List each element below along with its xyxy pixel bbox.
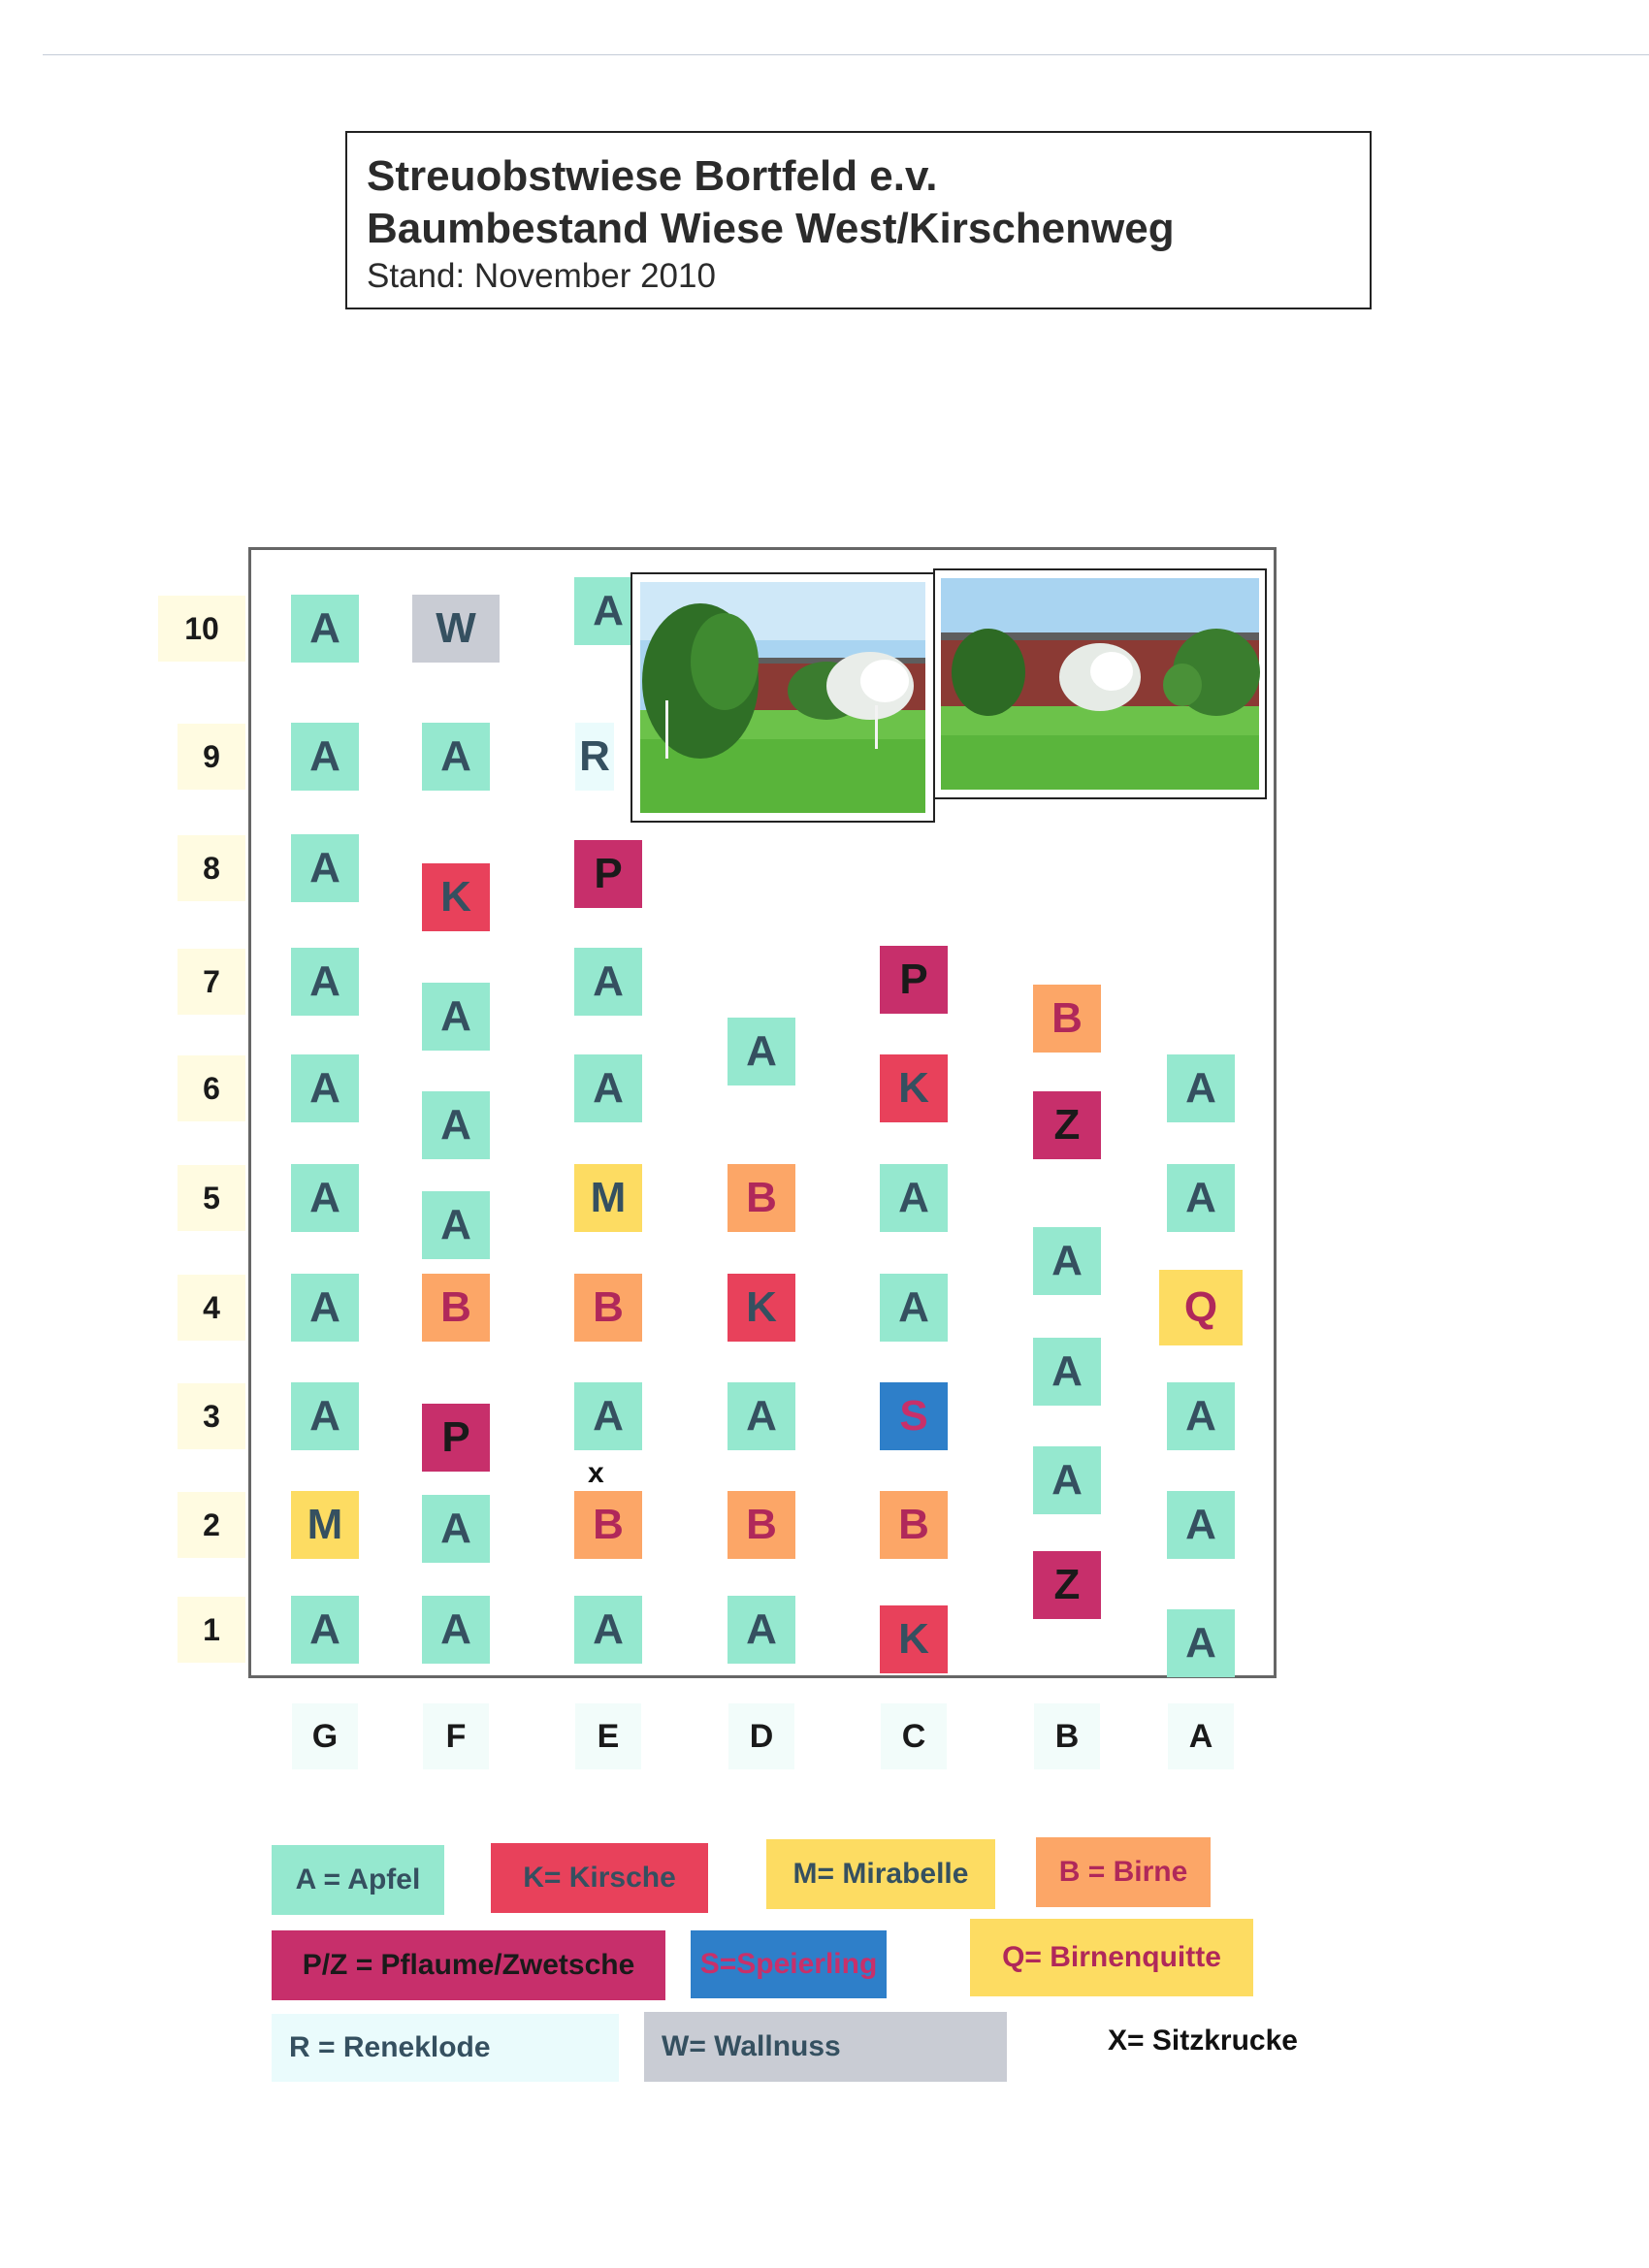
tree-tile-D5: B [728,1164,795,1232]
legend-item-k: K= Kirsche [491,1843,708,1913]
tree-tile-B6: Z [1033,1091,1101,1159]
row-label-10: 10 [158,596,245,662]
tree-tile-F7: A [422,983,490,1051]
column-label-C: C [881,1703,947,1769]
tree-tile-F8: K [422,863,490,931]
tree-tile-E10: A [574,577,642,645]
tree-tile-G5: A [291,1164,359,1232]
tree-tile-C2: B [880,1491,948,1559]
legend-item-r: R = Reneklode [272,2014,619,2082]
column-label-B: B [1034,1703,1100,1769]
tree-tile-E4: B [574,1274,642,1342]
row-label-2: 2 [178,1492,245,1558]
tree-tile-E7: A [574,948,642,1016]
tree-tile-E5: M [574,1164,642,1232]
tree-tile-G3: A [291,1382,359,1450]
association-title: Streuobstwiese Bortfeld e.v. [367,152,938,200]
tree-tile-G4: A [291,1274,359,1342]
tree-tile-G10: A [291,595,359,663]
tree-tile-D4: K [728,1274,795,1342]
tree-tile-A2: A [1167,1491,1235,1559]
tree-tile-G6: A [291,1054,359,1122]
tree-tile-G9: A [291,723,359,791]
inventory-title: Baumbestand Wiese West/Kirschenweg [367,205,1175,252]
tree-tile-D2: B [728,1491,795,1559]
tree-tile-C1: K [880,1605,948,1673]
legend-item-w: W= Wallnuss [644,2012,1007,2082]
photo-meadow-right [933,568,1267,799]
tree-tile-A6: A [1167,1054,1235,1122]
tree-tile-C5: A [880,1164,948,1232]
row-label-6: 6 [178,1055,245,1121]
tree-tile-A1: A [1167,1609,1235,1677]
tree-tile-F3: P [422,1404,490,1472]
tree-tile-B3: A [1033,1338,1101,1406]
tree-tile-E9: R [575,723,614,791]
tree-tile-F6: A [422,1091,490,1159]
legend-item-x: X= Sitzkrucke [1086,2014,1319,2068]
tree-tile-F10: W [412,595,500,663]
tree-tile-E1: A [574,1596,642,1664]
title-box [345,131,1372,309]
row-label-8: 8 [178,835,245,901]
tree-tile-A4: Q [1159,1270,1243,1345]
tree-tile-D3: A [728,1382,795,1450]
row-label-9: 9 [178,724,245,790]
tree-tile-B4: A [1033,1227,1101,1295]
tree-tile-C3: S [880,1382,948,1450]
tree-tile-E3: A [574,1382,642,1450]
legend-item-m: M= Mirabelle [766,1839,995,1909]
tree-tile-B2: A [1033,1446,1101,1514]
tree-tile-D6: A [728,1018,795,1085]
column-label-G: G [292,1703,358,1769]
column-label-D: D [728,1703,794,1769]
tree-tile-B7: B [1033,985,1101,1053]
row-label-7: 7 [178,949,245,1015]
tree-tile-C7: P [880,946,948,1014]
row-label-5: 5 [178,1165,245,1231]
photo-meadow-left [630,572,935,823]
tree-tile-F2: A [422,1495,490,1563]
row-label-1: 1 [178,1597,245,1663]
tree-tile-G1: A [291,1596,359,1664]
tree-tile-B1: Z [1033,1551,1101,1619]
tree-tile-F4: B [422,1274,490,1342]
tree-tile-F9: A [422,723,490,791]
tree-tile-G8: A [291,834,359,902]
tree-tile-G7: A [291,948,359,1016]
stand-date: Stand: November 2010 [367,257,716,295]
tree-tile-D1: A [728,1596,795,1664]
tree-tile-C6: K [880,1054,948,1122]
legend-item-b: B = Birne [1036,1837,1211,1907]
tree-tile-E8: P [574,840,642,908]
legend-item-s: S=Speierling [691,1930,887,1998]
tree-tile-E6: A [574,1054,642,1122]
legend-item-q: Q= Birnenquitte [970,1919,1253,1996]
row-label-4: 4 [178,1275,245,1341]
tree-tile-G2: M [291,1491,359,1559]
column-label-F: F [423,1703,489,1769]
tree-tile-F5: A [422,1191,490,1259]
column-label-A: A [1168,1703,1234,1769]
tree-tile-C4: A [880,1274,948,1342]
legend-item-a: A = Apfel [272,1845,444,1915]
legend-item-p: P/Z = Pflaume/Zwetsche [272,1930,665,2000]
top-divider [43,54,1649,55]
tree-tile-F1: A [422,1596,490,1664]
tree-tile-A3: A [1167,1382,1235,1450]
row-label-3: 3 [178,1383,245,1449]
column-label-E: E [575,1703,641,1769]
tree-tile-E2: B [574,1491,642,1559]
sitzkrucke-marker: x [588,1457,604,1489]
tree-tile-A5: A [1167,1164,1235,1232]
